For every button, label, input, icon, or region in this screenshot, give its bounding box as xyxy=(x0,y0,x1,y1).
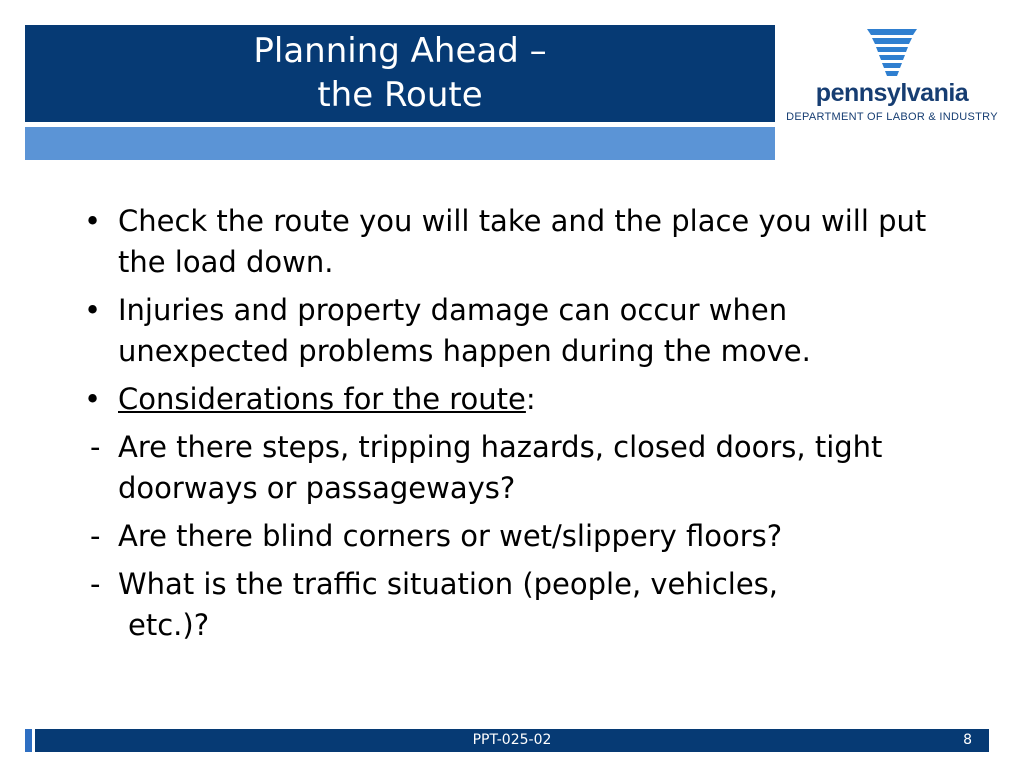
logo-wordmark: pennsylvania xyxy=(815,79,969,107)
consideration-text: Are there blind corners or wet/slippery floors? xyxy=(118,519,783,553)
consideration-text: Are there steps, tripping hazards, closed doors, tight doorways or passageways? xyxy=(118,430,883,505)
footer-bar xyxy=(35,729,989,752)
bullet-text: Check the route you will take and the place you will put the load down. xyxy=(118,204,927,279)
dash-marker: - xyxy=(90,567,101,601)
consideration-continuation: etc.)? xyxy=(128,608,210,642)
logo-department: DEPARTMENT OF LABOR & INDUSTRY xyxy=(786,111,998,123)
bullet-item-considerations xyxy=(80,379,950,420)
title-bar xyxy=(25,25,775,122)
bullet-item xyxy=(80,290,950,372)
consideration-text: What is the traffic situation (people, vehicles, xyxy=(118,567,778,601)
slide-body xyxy=(80,201,950,646)
dash-marker: - xyxy=(90,519,101,553)
footer-accent xyxy=(25,729,32,752)
page-number: 8 xyxy=(963,732,972,748)
considerations-colon: : xyxy=(525,382,536,416)
consideration-item xyxy=(80,516,950,557)
bullet-marker: • xyxy=(84,382,102,416)
slide-title-line-2: the Route xyxy=(317,75,483,115)
consideration-item xyxy=(80,427,950,509)
footer-code: PPT-025-02 xyxy=(472,732,552,748)
pa-labor-industry-logo xyxy=(777,26,1007,130)
keystone-icon xyxy=(863,26,921,78)
consideration-item xyxy=(80,564,950,605)
bullet-marker: • xyxy=(84,204,102,238)
bullet-item xyxy=(80,201,950,283)
title-accent-strip xyxy=(25,127,775,160)
dash-marker: - xyxy=(90,430,101,464)
considerations-heading: Considerations for the route xyxy=(118,382,526,416)
slide-title-line-1: Planning Ahead – xyxy=(253,31,547,71)
bullet-text: Injuries and property damage can occur when unexpected problems happen during the move. xyxy=(118,293,811,368)
slide-title xyxy=(25,29,775,117)
bullet-marker: • xyxy=(84,293,102,327)
